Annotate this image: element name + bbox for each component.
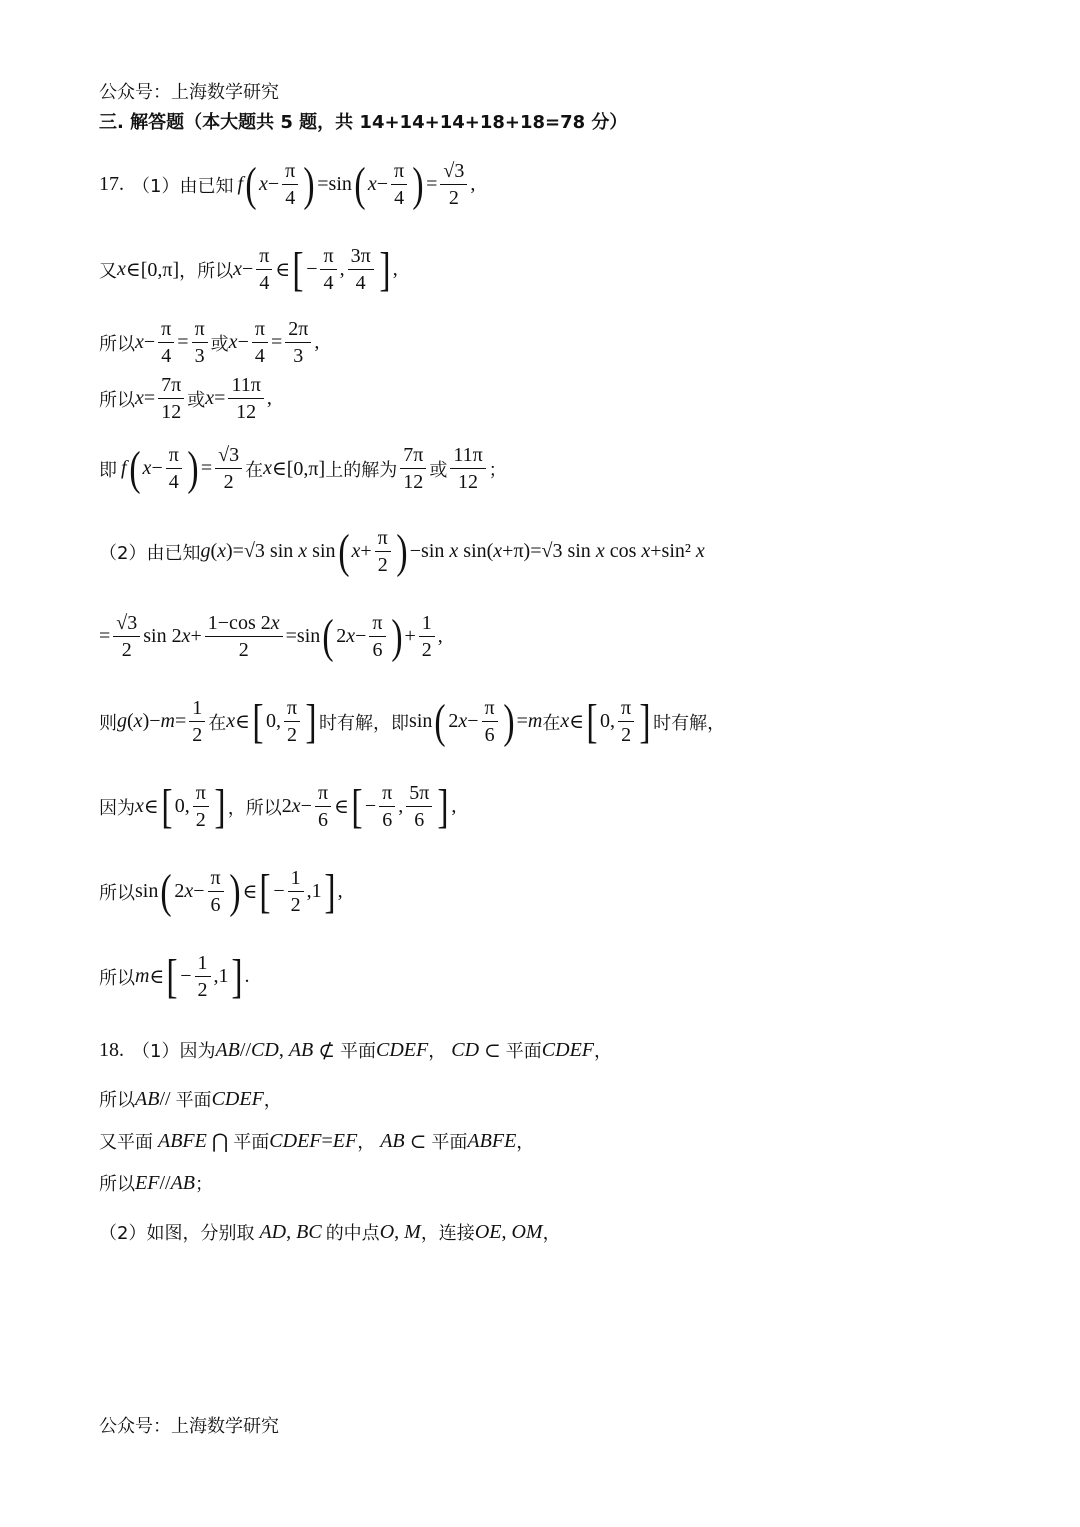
- q17-part2-line-6: 所以 m ∈ [ − $\frac{1}{2}$ ,1 ] .: [99, 949, 250, 1003]
- q18-line-3: 又平面 ABFE ⋂ 平面 CDEF = EF ， AB ⊂ 平面 ABFE ，: [99, 1129, 535, 1153]
- q17-line-5: 即 f ( x − $\frac{\pi}{4}$ ) = $\frac{√3}{2}$ 在 x ∈[0,π] 上的解为 $\frac{7\pi}{12}$ 或 $\frac{11\pi}{12}$ ；: [99, 441, 507, 495]
- q17-part2-line-2: = $\frac{√3}{2}$ sin 2 x + $\frac{1-\cos 2x}{2}$ =sin ( 2 x − $\frac{\pi}{6}$ ) + $\frac{1}{2}$ ,: [99, 609, 443, 663]
- q17-line-3: 所以 x − $\frac{\pi}{4}$ = $\frac{\pi}{3}$ 或 x − $\frac{\pi}{4}$ = $\frac{2\pi}{3}$ ,: [99, 318, 320, 367]
- q18-line-4: 所以 EF // AB ；: [99, 1171, 213, 1195]
- q17-line-1: 17. （1）由已知 f ( x − $\frac{\pi}{4}$ ) = sin ( x − $\frac{\pi}{4}$ ) = $\frac{√3}{2}$ ,: [99, 157, 476, 211]
- q18-line-5: （2）如图，分别取 AD , BC 的中点 O , M ，连接 OE , OM ，: [99, 1220, 561, 1244]
- q17-line-4: 所以 x = $\frac{7\pi}{12}$ 或 x = $\frac{11\pi}{12}$ ,: [99, 374, 272, 423]
- page-footer: 公众号：上海数学研究: [99, 1416, 279, 1437]
- q18-line-2: 所以 AB // 平面 CDEF ，: [99, 1087, 282, 1111]
- page-header: 公众号：上海数学研究: [99, 82, 279, 103]
- q17-line-2: 又 x ∈[0,π] ， 所以 x − $\frac{\pi}{4}$ ∈ [ − $\frac{\pi}{4}$ , $\frac{3\pi}{4}$ ] ,: [99, 242, 398, 296]
- q18-line-1: 18. （1）因为 AB // CD , AB ⊄ 平面 CDEF ， CD ⊂ 平面 CDEF ，: [99, 1038, 613, 1062]
- question-number: 18.: [99, 1038, 124, 1061]
- question-number: 17.: [99, 173, 124, 195]
- q17-part2-line-5: 所以 sin ( 2 x − $\frac{\pi}{6}$ ) ∈ [ − $\frac{1}{2}$ ,1 ] ,: [99, 864, 343, 918]
- section-title: 三. 解答题（本大题共 5 题，共 14+14+14+18+18=78 分）: [99, 112, 628, 133]
- q17-part2-line-4: 因为 x ∈ [ 0, $\frac{\pi}{2}$ ] ，所以 2 x − $\frac{\pi}{6}$ ∈ [ − $\frac{\pi}{6}$ , $\frac{5\pi}{6}$ ] ,: [99, 779, 457, 833]
- q17-part2-line-1: （2）由已知 g ( x )=√3 sin x sin ( x + $\frac{\pi}{2}$ ) −sin x sin( x +π)=√3 sin x cos x +sin² x: [99, 524, 705, 578]
- q17-part2-line-3: 则 g ( x )− m = $\frac{1}{2}$ 在 x ∈ [ 0, $\frac{\pi}{2}$ ] 时有解，即 sin ( 2 x − $\frac{\pi}{6}$ ) = m 在 x ∈ [ 0, $\frac{\pi}{2}$ ] 时有解，: [99, 694, 726, 748]
